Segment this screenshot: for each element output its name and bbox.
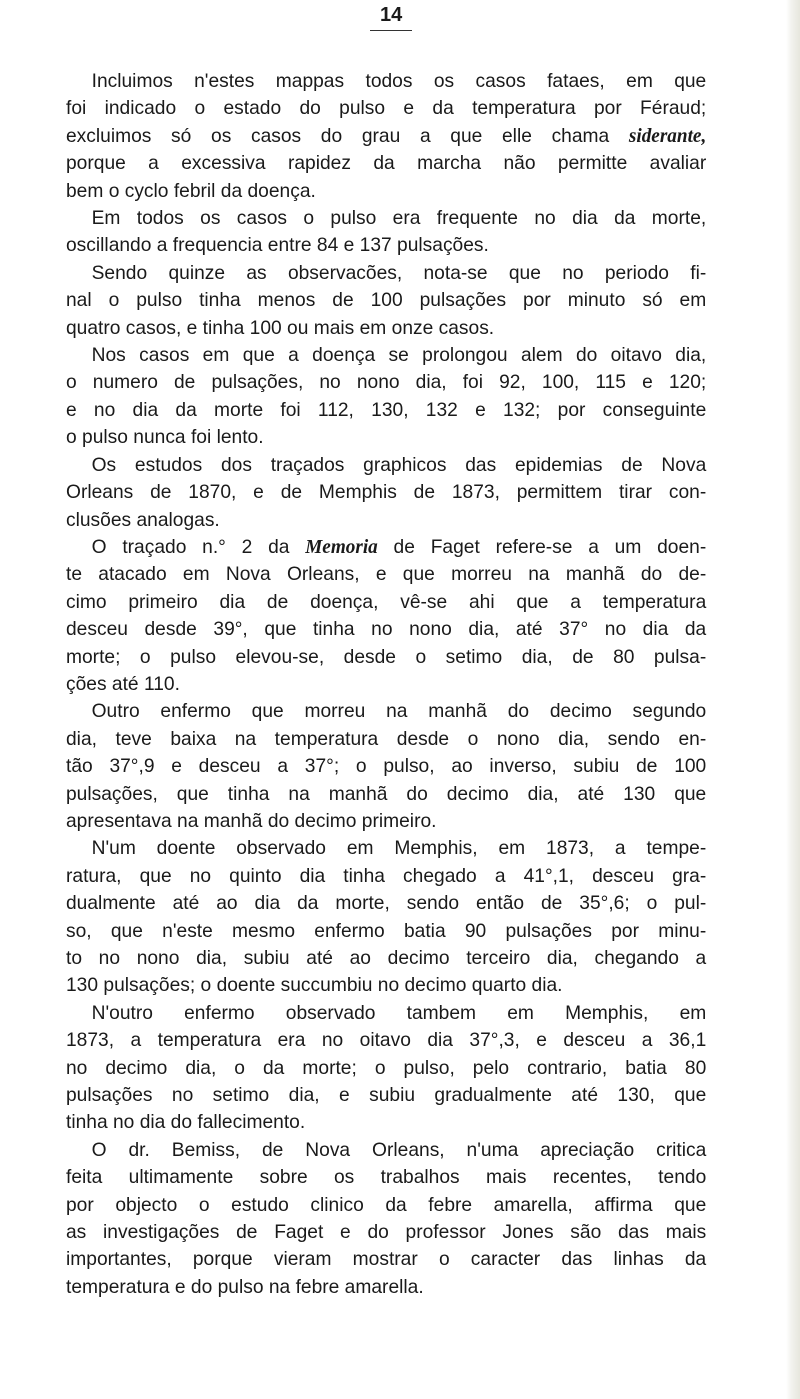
text-line: feita ultimamente sobre os trabalhos mais recentes, tendo: [66, 1166, 707, 1189]
paragraph: [66, 1000, 706, 1137]
text-line: dia, teve baixa na temperatura desde o nono dia, sendo en-: [66, 727, 707, 750]
text-line: O dr. Bemiss, de Nova Orleans, n'uma apreciação critica: [91, 1138, 707, 1161]
text-line: N'outro enfermo observado tambem em Memphis, em: [91, 1001, 707, 1024]
text-line: 130 pulsações; o doente succumbiu no decimo quarto dia.: [66, 974, 563, 997]
text-line: morte; o pulso elevou-se, desde o setimo dia, de 80 pulsa-: [66, 645, 707, 668]
paragraph: [66, 835, 706, 999]
paragraph: [66, 205, 706, 260]
text-line: Os estudos dos traçados graphicos das epidemias de Nova: [91, 453, 707, 476]
text-line: cimo primeiro dia de doença, vê-se ahi que a temperatura: [66, 590, 707, 613]
text-line: nal o pulso tinha menos de 100 pulsações por minuto só em: [66, 289, 707, 312]
text-line: o pulso nunca foi lento.: [66, 426, 264, 449]
text-line: dualmente até ao dia da morte, sendo então de 35°,6; o pul-: [66, 892, 707, 915]
body-text: [66, 68, 716, 1301]
text-line: N'um doente observado em Memphis, em 1873, a tempe-: [91, 837, 707, 860]
text-line: quatro casos, e tinha 100 ou mais em onze casos.: [66, 316, 495, 339]
text-fragment: O traçado n.° 2 da: [91, 535, 306, 558]
text-line: Nos casos em que a doença se prolongou alem do oitavo dia,: [91, 344, 707, 367]
text-line: por objecto o estudo clinico da febre amarella, affirma que: [66, 1193, 707, 1216]
page-number: 14: [380, 4, 403, 26]
text-line: no decimo dia, o da morte; o pulso, pelo contrario, batia 80: [66, 1056, 707, 1079]
text-line: e no dia da morte foi 112, 130, 132 e 132; por conseguinte: [66, 398, 707, 421]
paragraph: [66, 1137, 706, 1301]
paragraph: [66, 260, 706, 342]
text-line: pulsações no setimo dia, e subiu gradualmente até 130, que: [66, 1084, 707, 1107]
italic-term: Memoria: [305, 536, 378, 558]
text-line: te atacado em Nova Orleans, e que morreu na manhã do de-: [66, 563, 707, 586]
page-edge-shadow: [786, 0, 800, 1399]
paragraph: [66, 452, 706, 534]
text-line: oscillando a frequencia entre 84 e 137 pulsações.: [66, 234, 489, 257]
text-line: clusões analogas.: [66, 508, 220, 531]
paragraph: [66, 698, 706, 835]
text-line: Incluimos n'estes mappas todos os casos fataes, em que: [91, 70, 707, 92]
text-line: desceu desde 39°, que tinha no nono dia, até 37° no dia da: [66, 618, 707, 641]
text-line: porque a excessiva rapidez da marcha não permitte avaliar: [66, 152, 707, 175]
text-line: temperatura e do pulso na febre amarella.: [66, 1275, 424, 1298]
text-line: importantes, porque vieram mostrar o caracter das linhas da: [66, 1248, 707, 1271]
text-line: ções até 110.: [66, 672, 180, 695]
text-line: ratura, que no quinto dia tinha chegado a 41°,1, desceu gra-: [66, 864, 707, 887]
text-line: pulsações, que tinha na manhã do decimo dia, até 130 que: [66, 782, 707, 805]
paragraph: [66, 534, 706, 698]
text-line-with-term: [66, 534, 706, 561]
text-line: Orleans de 1870, e de Memphis de 1873, permittem tirar con-: [66, 481, 707, 504]
page-number-rule: [370, 30, 412, 31]
text-line: Em todos os casos o pulso era frequente no dia da morte,: [91, 207, 707, 230]
text-fragment: de Faget refere-se a um doen-: [377, 535, 707, 558]
text-line: apresentava na manhã do decimo primeiro.: [66, 809, 437, 832]
text-line: 1873, a temperatura era no oitavo dia 37°,3, e desceu a 36,1: [66, 1029, 707, 1052]
paragraph: [66, 342, 706, 452]
text-line: so, que n'este mesmo enfermo batia 90 pulsações por minu-: [66, 919, 707, 942]
text-line: foi indicado o estado do pulso e da temperatura por Féraud;: [66, 97, 707, 120]
text-line: tão 37°,9 e desceu a 37°; o pulso, ao inverso, subiu de 100: [66, 755, 707, 778]
text-line: Outro enfermo que morreu na manhã do decimo segundo: [91, 700, 707, 723]
text-line-with-term: [66, 123, 706, 150]
paragraph: [66, 68, 706, 205]
text-line: to no nono dia, subiu até ao decimo terceiro dia, chegando a: [66, 947, 707, 969]
text-line: bem o cyclo febril da doença.: [66, 179, 316, 202]
text-line: tinha no dia do fallecimento.: [66, 1111, 306, 1134]
text-line: Sendo quinze as observacões, nota-se que no periodo fi-: [91, 261, 707, 284]
text-line: as investigações de Faget e do professor Jones são das mais: [66, 1221, 707, 1244]
italic-term: siderante,: [628, 125, 707, 147]
text-line: o numero de pulsações, no nono dia, foi 92, 100, 115 e 120;: [66, 371, 707, 394]
text-fragment: excluimos só os casos do grau a que elle chama: [66, 124, 629, 147]
